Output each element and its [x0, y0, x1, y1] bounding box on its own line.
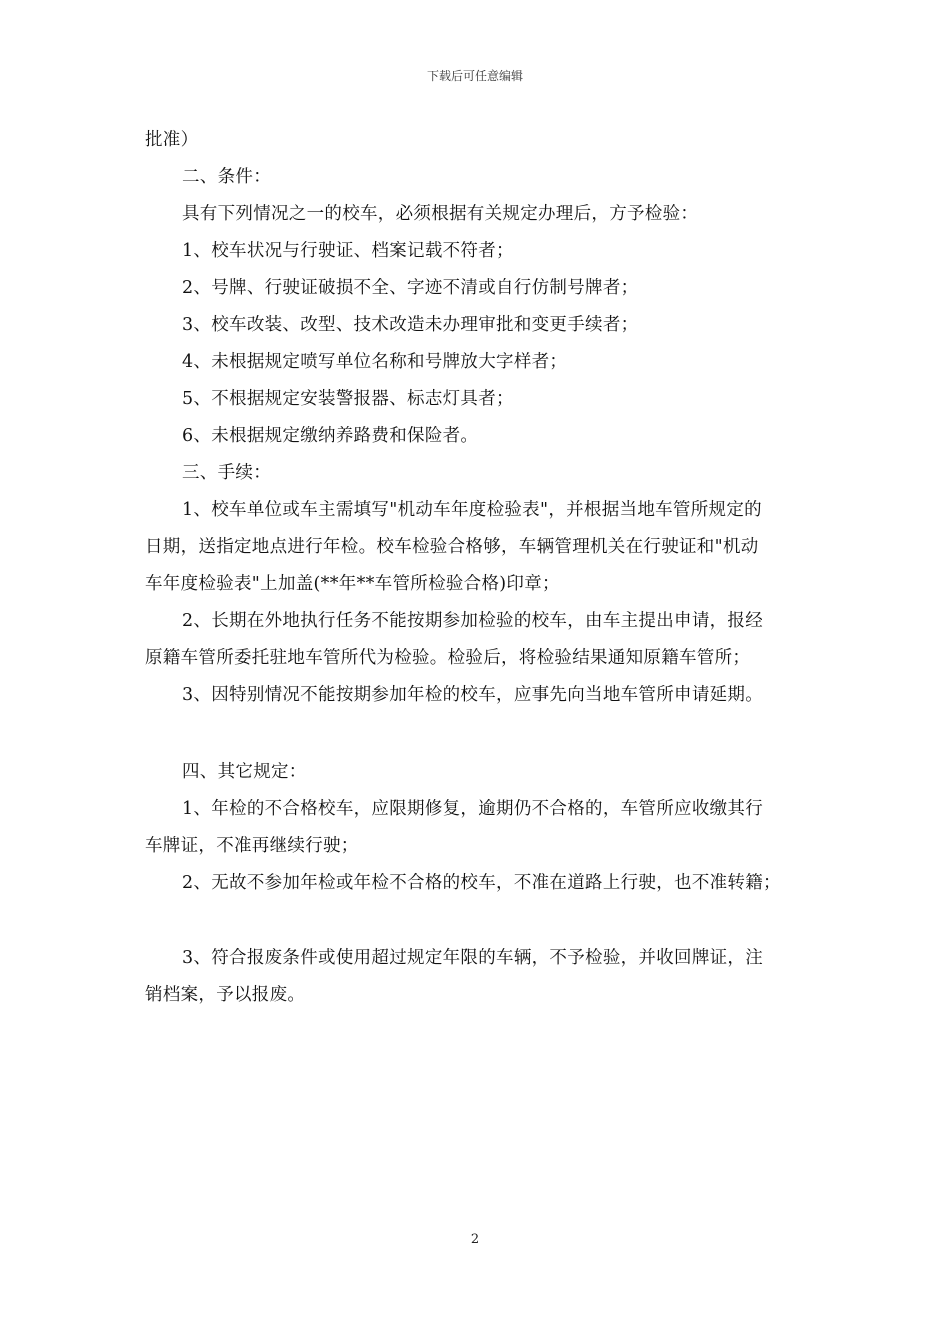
- list-item: 3、校车改装、改型、技术改造未办理审批和变更手续者；: [182, 315, 639, 335]
- page-header: 下载后可任意编辑: [426, 69, 523, 83]
- section-heading: 二、条件：: [182, 167, 271, 187]
- list-item: 3、符合报废条件或使用超过规定年限的车辆，不予检验，并收回牌证，注: [182, 948, 764, 968]
- page-number: 2: [470, 1232, 480, 1247]
- list-item: 3、因特别情况不能按期参加年检的校车，应事先向当地车管所申请延期。: [182, 685, 764, 705]
- paragraph-line: 原籍车管所委托驻地车管所代为检验。检验后，将检验结果通知原籍车管所；: [145, 648, 751, 668]
- paragraph-line: 批准）: [145, 130, 199, 150]
- paragraph-line: 车年度检验表"上加盖(**年**车管所检验合格)印章；: [145, 574, 560, 594]
- list-item: 1、年检的不合格校车，应限期修复，逾期仍不合格的，车管所应收缴其行: [182, 799, 764, 819]
- paragraph-line: 销档案，予以报废。: [145, 985, 306, 1005]
- section-heading: 四、其它规定：: [182, 762, 307, 782]
- list-item: 1、校车状况与行驶证、档案记载不符者；: [182, 241, 514, 261]
- list-item: 1、校车单位或车主需填写"机动车年度检验表"，并根据当地车管所规定的: [182, 500, 762, 520]
- list-item: 2、长期在外地执行任务不能按期参加检验的校车，由车主提出申请，报经: [182, 611, 764, 631]
- section-heading: 三、手续：: [182, 463, 271, 483]
- paragraph-line: 车牌证，不准再继续行驶；: [145, 836, 359, 856]
- list-item: 4、未根据规定喷写单位名称和号牌放大字样者；: [182, 352, 568, 372]
- list-item: 5、不根据规定安装警报器、标志灯具者；: [182, 389, 514, 409]
- paragraph-line: 日期，送指定地点进行年检。校车检验合格够，车辆管理机关在行驶证和"机动: [145, 537, 759, 557]
- paragraph-line: 具有下列情况之一的校车，必须根据有关规定办理后，方予检验：: [182, 204, 699, 224]
- list-item: 6、未根据规定缴纳养路费和保险者。: [182, 426, 479, 446]
- list-item: 2、无故不参加年检或年检不合格的校车，不准在道路上行驶，也不准转籍；: [182, 873, 781, 893]
- list-item: 2、号牌、行驶证破损不全、字迹不清或自行仿制号牌者；: [182, 278, 639, 298]
